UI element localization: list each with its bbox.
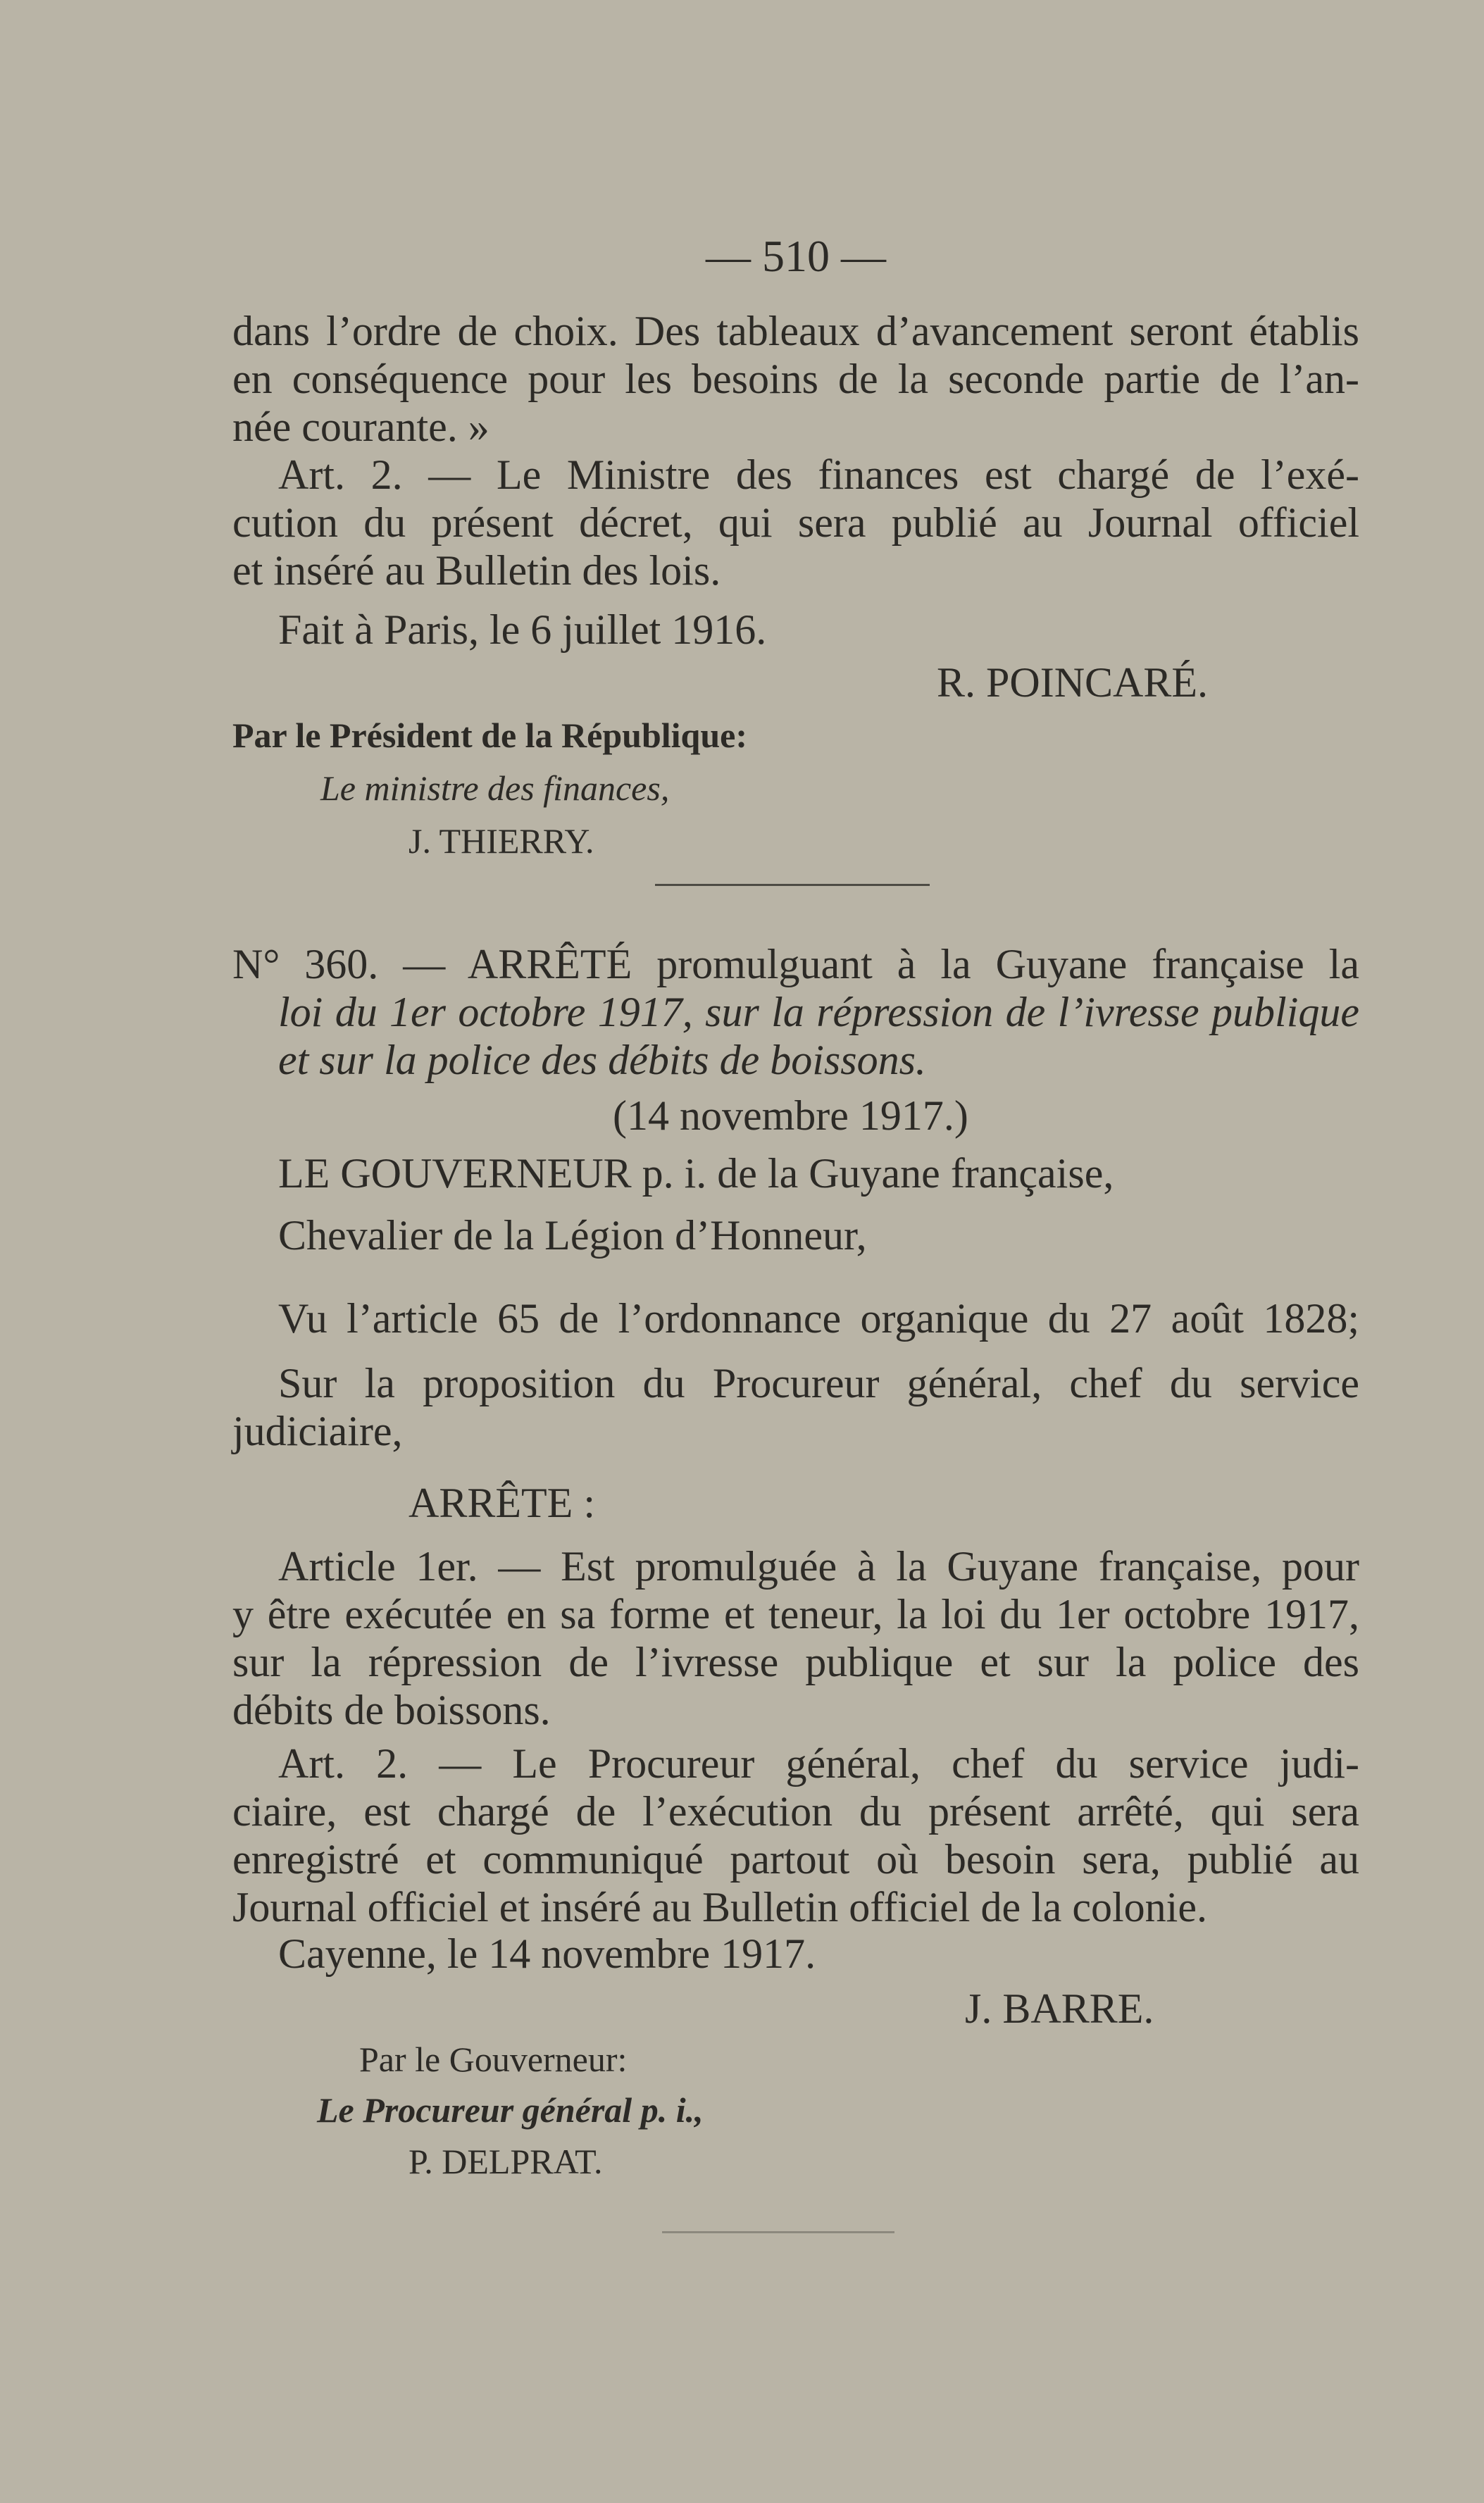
decree-fait: Fait à Paris, le 6 juillet 1916. — [278, 606, 767, 653]
procureur-title: Le Procureur général p. i., — [317, 2090, 704, 2130]
vu-line: Vu l’article 65 de l’ordonnance organique du 27 août 1828; — [278, 1295, 1359, 1342]
decree-line-3: née courante. » — [232, 404, 490, 450]
arrete-heading-3: et sur la police des débits de boissons. — [278, 1037, 926, 1083]
chevalier-line: Chevalier de la Légion d’Honneur, — [278, 1212, 867, 1259]
article2-line-3: enregistré et communiqué partout où besoin sera, publié au — [232, 1836, 1359, 1883]
page-number: — 510 — — [706, 231, 886, 281]
article1-line-1: Article 1er. — Est promulguée à la Guyane française, pour — [278, 1543, 1359, 1590]
gouverneur-line: LE GOUVERNEUR p. i. de la Guyane française, — [278, 1150, 1114, 1197]
sur-line-2: judiciaire, — [232, 1408, 403, 1454]
arrete-signature: J. BARRE. — [965, 1985, 1154, 2032]
decree-line-1: dans l’ordre de choix. Des tableaux d’avancement seront établis — [232, 308, 1359, 354]
decree-art2-line-3: et inséré au Bulletin des lois. — [232, 547, 721, 594]
article2-line-1: Art. 2. — Le Procureur général, chef du service judi- — [278, 1740, 1359, 1787]
decree-line-2: en conséquence pour les besoins de la seconde partie de l’an- — [232, 356, 1359, 402]
cayenne-line: Cayenne, le 14 novembre 1917. — [278, 1930, 816, 1977]
bottom-rule — [662, 2231, 894, 2233]
arrete-heading-2: loi du 1er octobre 1917, sur la répression de l’ivresse publique — [278, 989, 1359, 1035]
arrete-date: (14 novembre 1917.) — [613, 1092, 968, 1139]
minister-title: Le ministre des finances, — [320, 768, 670, 808]
par-le-gouverneur: Par le Gouverneur: — [359, 2040, 628, 2079]
decree-signature: R. POINCARÉ. — [937, 659, 1209, 706]
article2-line-4: Journal officiel et inséré au Bulletin officiel de la colonie. — [232, 1884, 1207, 1930]
article1-line-3: sur la répression de l’ivresse publique et sur la police des — [232, 1639, 1359, 1685]
sur-line-1: Sur la proposition du Procureur général, chef du service — [278, 1360, 1359, 1406]
decree-par-le: Par le Président de la République: — [232, 716, 748, 755]
minister-name: J. THIERRY. — [409, 821, 594, 861]
procureur-name: P. DELPRAT. — [409, 2142, 603, 2181]
arrete-heading-1: N° 360. — ARRÊTÉ promulguant à la Guyane française la — [232, 941, 1359, 987]
arrete-word: ARRÊTE : — [409, 1480, 595, 1526]
article1-line-4: débits de boissons. — [232, 1687, 551, 1733]
decree-art2-line-1: Art. 2. — Le Ministre des finances est chargé de l’exé- — [278, 451, 1359, 498]
decree-art2-line-2: cution du présent décret, qui sera publié au Journal officiel — [232, 499, 1359, 546]
separator-rule — [655, 884, 930, 886]
article2-line-2: ciaire, est chargé de l’exécution du présent arrêté, qui sera — [232, 1788, 1359, 1835]
article1-line-2: y être exécutée en sa forme et teneur, la loi du 1er octobre 1917, — [232, 1591, 1359, 1637]
